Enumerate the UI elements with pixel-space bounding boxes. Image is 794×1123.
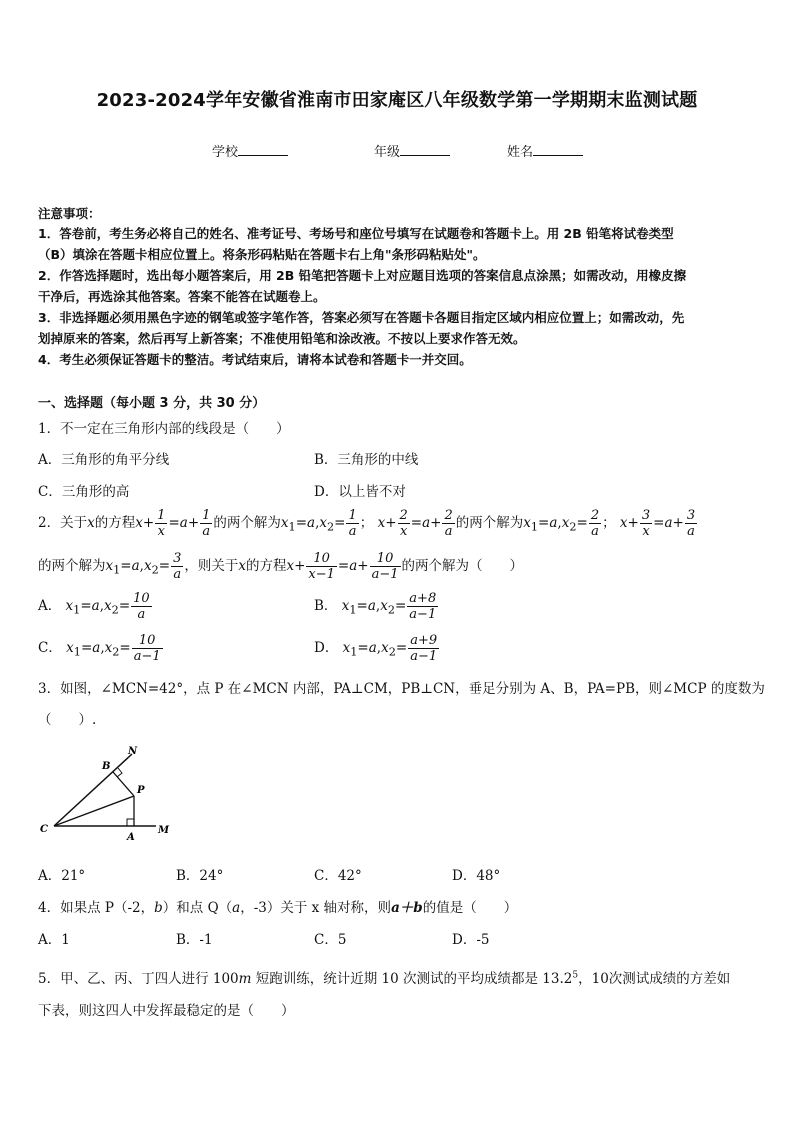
segment-pb — [113, 772, 134, 796]
section-heading: 一、选择题（每小题 3 分，共 30 分） — [38, 396, 266, 411]
q5-text-1: 5．甲、乙、丙、丁四人进行 100 — [38, 971, 239, 987]
right-angle-b — [117, 768, 122, 777]
q1-option-d[interactable]: D．以上皆不对 — [314, 484, 406, 500]
note-1b: （B）填涂在答题卡相应位置上。将条形码粘贴在答题卡右上角"条形码粘贴处"。 — [38, 247, 486, 262]
q2-option-a-label: A． — [38, 598, 62, 614]
q2-text-5: 的两个解为 — [455, 515, 524, 531]
note-2a: 2．作答选择题时，选出每小题答案后，用 2B 铅笔把答题卡上对应题目选项的答案信息点涂黑；如需改动，用橡皮擦 — [38, 268, 687, 283]
q4-option-b[interactable]: B．-1 — [176, 932, 213, 948]
q5-text-2: 短跑训练，统计近期 10 次测试的平均成绩都是 13.2 — [251, 971, 573, 987]
label-m: M — [158, 825, 170, 836]
right-angle-a — [127, 819, 134, 826]
q1-option-b[interactable]: B．三角形的中线 — [314, 452, 419, 468]
q2-line1: 2．关于x的方程x+ $\frac{1}{x}$ =a+ $\frac{1}{a}$ 的两个解为$x_1=a,x_2=$ $\frac{1}{a}$ ； x+ $\frac{2}{x}$ =a+ $\frac{2}{a}$ 的两个解为$x_1=a,x_2=$ $\frac{2}{a}$ ； x+ $\frac{3}{x}$ =a+ $\frac{3}{a}$ — [38, 508, 696, 539]
name-label: 姓名 — [507, 145, 534, 160]
q1-option-a[interactable]: A．三角形的角平分线 — [38, 452, 170, 468]
q3-stem: 3．如图，∠MCN=42°，点 P 在∠MCN 内部，PA⊥CM，PB⊥CN，垂足分别为 A、B，PA=PB，则∠MCP 的度数为 — [38, 681, 765, 697]
q2-text-3: 的两个解为 — [213, 515, 281, 531]
q4-text-4: 的值是（ ） — [422, 900, 518, 916]
school-blank[interactable] — [238, 143, 288, 156]
q3-option-d[interactable]: D．48° — [452, 868, 501, 884]
q4-var-b: b — [154, 900, 163, 916]
q5-text-3: ，10次测试成绩的方差如 — [578, 971, 731, 987]
label-n: N — [128, 746, 138, 757]
school-label: 学校 — [212, 145, 239, 160]
q4-var-a: a — [232, 900, 241, 916]
notes-heading: 注意事项： — [38, 206, 101, 221]
q2-text-4: ； — [359, 515, 374, 531]
q2-text-1: 2．关于 — [38, 515, 88, 531]
note-3a: 3．非选择题必须用黑色字迹的钢笔或签字笔作答，答案必须写在答题卡各题目指定区域内相应位置上；如需改动，先 — [38, 310, 685, 325]
q3-figure — [30, 738, 190, 846]
grade-label: 年级 — [374, 145, 401, 160]
note-1a: 1．答卷前，考生务必将自己的姓名、准考证号、考场号和座位号填写在试题卷和答题卡上。用 2B 铅笔将试卷类型 — [38, 226, 674, 241]
q2-option-b[interactable]: B． $x_1=a,x_2=$ $\frac{a+8}{a-1}$ — [314, 591, 437, 622]
label-b: B — [102, 761, 111, 772]
q1-option-c[interactable]: C．三角形的高 — [38, 484, 130, 500]
note-2b: 干净后，再选涂其他答案。答案不能答在试题卷上。 — [38, 289, 326, 304]
q4-text-2: ）和点 Q（ — [162, 900, 233, 916]
note-4: 4．考生必须保证答题卡的整洁。考试结束后，请将本试卷和答题卡一并交回。 — [38, 352, 472, 367]
q2-text-7: ，则关于 — [184, 558, 239, 574]
segment-cp — [54, 796, 134, 826]
q5-line2: 下表，则这四人中发挥最稳定的是（ ） — [38, 1003, 295, 1019]
label-p: P — [137, 785, 145, 796]
q5-sup: 5 — [572, 970, 579, 981]
grade-blank[interactable] — [400, 143, 450, 156]
name-field[interactable] — [507, 141, 583, 160]
q3-option-a[interactable]: A．21° — [38, 868, 86, 884]
q3-option-c[interactable]: C．42° — [314, 868, 362, 884]
q2-option-c-label: C． — [38, 640, 62, 656]
label-c: C — [40, 824, 48, 835]
q1-stem: 1．不一定在三角形内部的线段是（ ） — [38, 421, 290, 437]
q2-text-2: 的方程 — [94, 515, 136, 531]
q4-stem — [38, 896, 517, 916]
q5-unit: m — [238, 971, 252, 987]
q2-line2: 的两个解为$x_1=a,x_2=$ $\frac{3}{a}$ ，则关于x的方程x+ $\frac{10}{x-1}$ =a+ $\frac{10}{a-1}$ 的两个解为（ ） — [38, 551, 524, 582]
q4-option-d[interactable]: D．-5 — [452, 932, 490, 948]
q2-text-8: 的方程 — [245, 558, 287, 574]
page-title: 2023-2024学年安徽省淮南市田家庵区八年级数学第一学期期末监测试题 — [96, 90, 698, 111]
ray-cn — [54, 754, 132, 826]
grade-field[interactable] — [374, 141, 450, 160]
q4-option-a[interactable]: A．1 — [38, 932, 70, 948]
q4-text-1: 4．如果点 P（-2， — [38, 900, 155, 916]
q4-option-c[interactable]: C．5 — [314, 932, 347, 948]
q2-option-d[interactable]: D． $x_1=a,x_2=$ $\frac{a+9}{a-1}$ — [314, 633, 438, 664]
q2-option-c[interactable]: C． $x_1=a,x_2=$ $\frac{10}{a-1}$ — [38, 633, 161, 664]
note-3b: 划掉原来的答案，然后再写上新答案；不准使用铅笔和涂改液。不按以上要求作答无效。 — [38, 331, 526, 346]
q2-option-b-label: B． — [314, 598, 338, 614]
q5-line1 — [38, 967, 730, 987]
q2-option-a[interactable]: A． $x_1=a,x_2=$ $\frac{10}{a}$ — [38, 591, 150, 622]
label-a: A — [127, 832, 135, 843]
q3-option-b[interactable]: B．24° — [176, 868, 224, 884]
q2-text-6: 的两个解为 — [38, 558, 106, 574]
q4-text-3: ，-3）关于 x 轴对称，则 — [240, 900, 392, 916]
q2-option-d-label: D． — [314, 640, 339, 656]
q4-expr: a＋b — [391, 900, 423, 916]
name-blank[interactable] — [533, 143, 583, 156]
q2-text-9: 的两个解为（ ） — [401, 558, 524, 574]
school-field[interactable] — [212, 141, 288, 160]
q3-paren: （ ）. — [38, 712, 97, 728]
